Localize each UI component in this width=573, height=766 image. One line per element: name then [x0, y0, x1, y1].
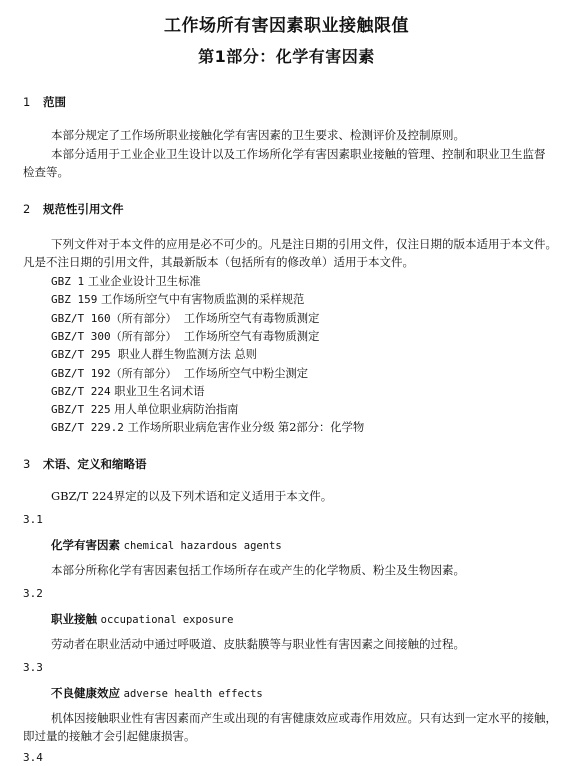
reference-item: GBZ/T 160（所有部分） 工作场所空气有毒物质测定 — [51, 312, 320, 325]
section-number: 1 — [23, 95, 31, 109]
term-definition: 劳动者在职业活动中通过呼吸道、皮肤黏膜等与职业性有害因素之间接触的过程。 — [51, 637, 465, 651]
section-title: 范围 — [43, 95, 66, 109]
term-definition: 本部分所称化学有害因素包括工作场所存在或产生的化学物质、粉尘及生物因素。 — [51, 563, 465, 577]
section-1-heading — [23, 94, 66, 110]
document-subtitle: 第1部分：化学有害因素 — [198, 47, 375, 66]
term-chinese: 化学有害因素 — [51, 538, 120, 552]
term-definition-cont: 即过量的接触才会引起健康损害。 — [23, 729, 196, 743]
clause-number: 3.3 — [23, 661, 43, 674]
section-title: 术语、定义和缩略语 — [43, 457, 147, 471]
term-entry — [51, 685, 263, 701]
term-english: adverse health effects — [123, 688, 263, 700]
section-1-para-2-cont: 检查等。 — [23, 165, 69, 179]
section-2-para-1: 下列文件对于本文件的应用是必不可少的。凡是注日期的引用文件，仅注日期的版本适用于本文件。 — [51, 237, 557, 251]
section-number: 2 — [23, 202, 31, 216]
section-1-para-1: 本部分规定了工作场所职业接触化学有害因素的卫生要求、检测评价及控制原则。 — [51, 128, 465, 142]
reference-item: GBZ/T 229.2 工作场所职业病危害作业分级 第2部分：化学物 — [51, 421, 365, 434]
term-chinese: 职业接触 — [51, 612, 97, 626]
section-3-heading — [23, 456, 147, 472]
document-title: 工作场所有害因素职业接触限值 — [164, 16, 409, 36]
section-number: 3 — [23, 457, 31, 471]
term-definition: 机体因接触职业性有害因素而产生或出现的有害健康效应或毒作用效应。只有达到一定水平的接触， — [51, 711, 557, 725]
reference-item: GBZ/T 225 用人单位职业病防治指南 — [51, 403, 239, 416]
clause-number: 3.4 — [23, 751, 43, 764]
section-1-para-2: 本部分适用于工业企业卫生设计以及工作场所化学有害因素职业接触的管理、控制和职业卫生监督 — [51, 147, 546, 161]
section-2-heading — [23, 201, 124, 217]
section-title: 规范性引用文件 — [43, 202, 124, 216]
term-english: chemical hazardous agents — [123, 540, 282, 552]
clause-number: 3.1 — [23, 513, 43, 526]
reference-item: GBZ/T 192（所有部分） 工作场所空气中粉尘测定 — [51, 367, 309, 380]
reference-item: GBZ 159 工作场所空气中有害物质监测的采样规范 — [51, 293, 305, 306]
reference-item: GBZ/T 300（所有部分） 工作场所空气有毒物质测定 — [51, 330, 320, 343]
clause-number: 3.2 — [23, 587, 43, 600]
reference-item: GBZ/T 224 职业卫生名词术语 — [51, 385, 205, 398]
term-entry — [51, 537, 282, 553]
section-3-intro: GBZ/T 224界定的以及下列术语和定义适用于本文件。 — [51, 489, 333, 503]
reference-item: GBZ/T 295 职业人群生物监测方法 总则 — [51, 348, 257, 361]
term-chinese: 不良健康效应 — [51, 686, 120, 700]
term-english: occupational exposure — [100, 614, 234, 626]
reference-item: GBZ 1 工业企业设计卫生标准 — [51, 275, 201, 288]
section-2-para-1-cont: 凡是不注日期的引用文件，其最新版本（包括所有的修改单）适用于本文件。 — [23, 255, 414, 269]
term-entry — [51, 611, 233, 627]
